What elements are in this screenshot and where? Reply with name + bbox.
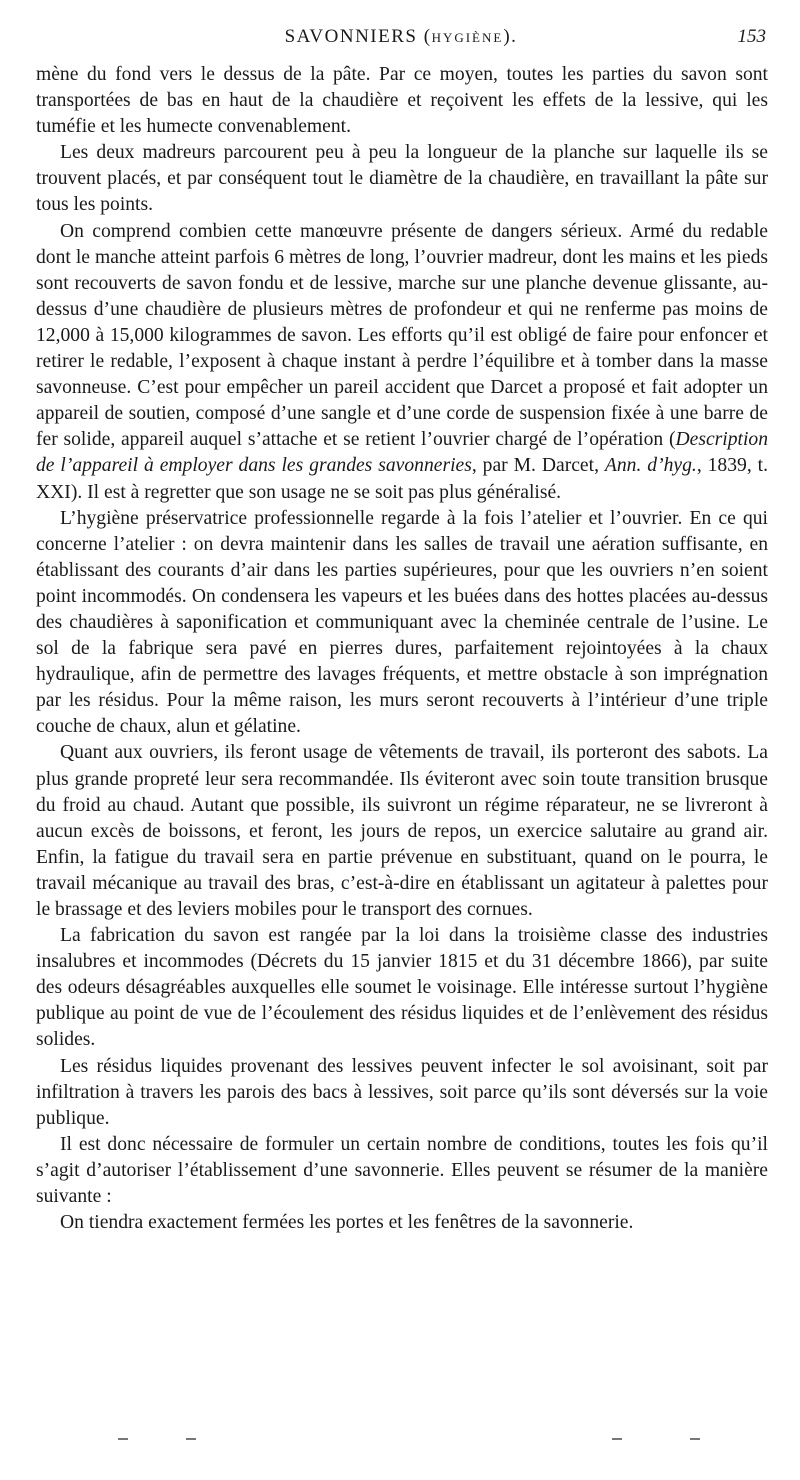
paragraph-madreurs: Les deux madreurs parcourent peu à peu la longueur de la planche sur laquelle ils se trouvent placés, et par conséquent tout le diamètre de la chaudière, en travaillant la pâte sur tous les points. <box>36 142 768 216</box>
footer-print-marks <box>0 1438 800 1448</box>
running-title-main: SAVONNIERS ( <box>284 26 432 47</box>
paragraph-residus: Les résidus liquides provenant des lessives peuvent infecter le sol avoisinant, soit par infiltration à travers les parois des bacs à lessives, soit parce qu’ils sont déversés sur la voie publique. <box>36 1055 768 1129</box>
paragraph-dangers <box>36 219 768 506</box>
print-mark <box>118 1438 128 1440</box>
paragraph-classification: La fabrication du savon est rangée par la loi dans la troisième classe des industries insalubres et incommodes (Décrets du 15 janvier 1815 et du 31 décembre 1866), par suite des odeurs désagréables auxquelles elle soumet le voisinage. Elle intéresse surtout l’hygiène publique au point de vue de l’écoulement des résidus liquides et de l’enlèvement des résidus solides. <box>36 925 768 1051</box>
paragraph-conditions: Il est donc nécessaire de formuler un certain nombre de conditions, toutes les fois qu’il s’agit d’autoriser l’établissement d’une savonnerie. Elles peuvent se résumer de la manière suivante : <box>36 1133 768 1208</box>
paragraph-portes-fenetres: On tiendra exactement fermées les portes et les fenêtres de la savonnerie. <box>60 1212 634 1234</box>
print-mark <box>612 1438 622 1440</box>
running-title-subject: HYGIÈNE <box>431 30 504 45</box>
page-header <box>36 26 766 60</box>
paragraph-dangers-text-1: On comprend combien cette manœuvre présente de dangers sérieux. Armé du redable dont le manche atteint parfois 6 mètres de long, l’ouvrier madreur, dont les mains et les pieds sont recouverts de savon fondu et de lessive, marche sur une planche devenue glissante, au-dessus d’une chaudière de plusieurs mètres de profondeur et qui ne renferme pas moins de 12,000 à 15,000 kilogrammes de savon. Les efforts qu’il est obligé de faire pour enfoncer et retirer le redable, l’exposent à chaque instant à perdre l’équilibre et à tomber dans la masse savonneuse. C’est pour empêcher un pareil accident que Darcet a proposé et fait adopter un appareil de soutien, composé d’une sangle et d’une corde de suspension fixée à une barre de fer solide, appareil auquel s’attache et se retient l’ouvrier chargé de l’opération ( <box>36 220 768 451</box>
paragraph-continued: mène du fond vers le dessus de la pâte. Par ce moyen, toutes les parties du savon sont transportées de bas en haut de la chaudière et reçoivent les effets de la lessive, qui les tuméfie et les humecte convenablement. <box>36 64 768 138</box>
paragraph-dangers-text-3: , 1839, t. XXI). Il est à regretter que son usage ne se soit pas plus généralisé. <box>36 455 768 503</box>
paragraph-ouvriers: Quant aux ouvriers, ils feront usage de vêtements de travail, ils porteront des sabots. La plus grande propreté leur sera recommandée. Ils éviteront avec soin toute transition brusque du froid au chaud. Autant que possible, ils suivront un régime réparateur, ne se livreront à aucun excès de boissons, et feront, les jours de repos, un exercice salutaire au grand air. Enfin, la fatigue du travail sera en partie prévenue en substituant, quand on le pourra, le travail mécanique au travail des bras, c’est-à-dire en établissant un agitateur à palettes pour le brassage et des leviers mobiles pour le transport des cornues. <box>36 742 768 920</box>
running-title-end: ). <box>503 26 518 47</box>
print-mark <box>690 1438 700 1440</box>
paragraph-hygiene-atelier: L’hygiène préservatrice professionnelle regarde à la fois l’atelier et l’ouvrier. En ce qui concerne l’atelier : on devra maintenir dans les salles de travail une aération suffisante, en établissant des courants d’air dans les parties supérieures, pour que les ouvriers n’en soient point incommodés. On condensera les vapeurs et les buées dans des hottes placées au-dessus des chaudières à saponification et communiquant avec la cheminée centrale de l’usine. Le sol de la fabrique sera pavé en pierres dures, parfaitement rejointoyées à la chaux hydraulique, afin de permettre des lavages fréquents, et mettre obstacle à son imprégnation par les résidus. Pour la même raison, les murs seront recouverts à l’intérieur d’une triple couche de chaux, alun et gélatine. <box>36 507 768 738</box>
print-mark <box>186 1438 196 1440</box>
page-number: 153 <box>737 26 766 47</box>
body-text <box>36 62 768 1236</box>
citation-title: Description de l’appareil à employer dans les grandes savonneries <box>36 429 768 477</box>
running-title <box>36 26 766 48</box>
citation-journal: Ann. d’hyg. <box>604 455 697 477</box>
paragraph-dangers-text-2: , par M. Darcet, <box>471 455 605 477</box>
